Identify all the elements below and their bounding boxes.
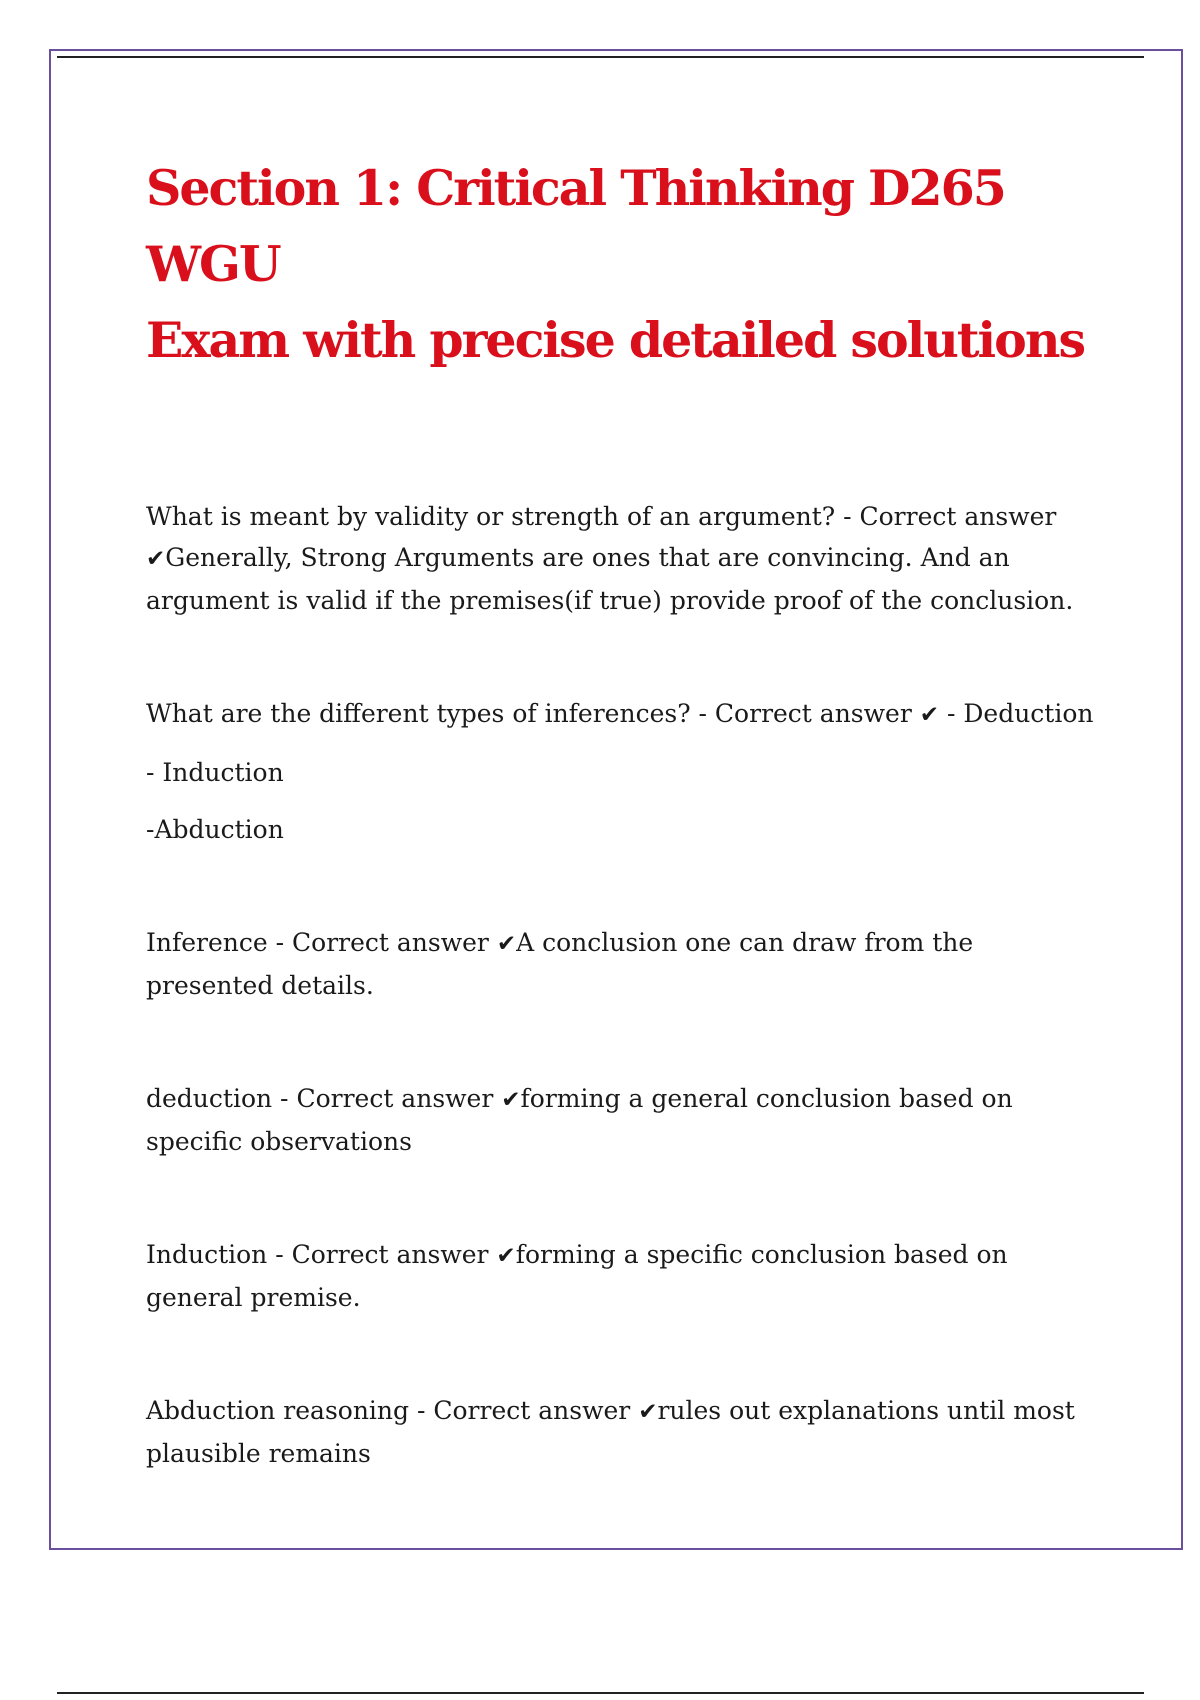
checkmark-icon: ✔ [919,702,940,728]
top-horizontal-rule [57,56,1144,58]
answer-text: forming a general conclusion based on specific observations [146,1084,1013,1156]
document-title [146,150,1106,378]
question-text: Inference - Correct answer [146,928,497,957]
qa-item-abduction [146,1390,1106,1474]
qa-list [146,496,1106,1474]
document-content [146,150,1106,1474]
question-line [146,693,1106,736]
checkmark-icon: ✔ [638,1399,658,1425]
checkmark-icon: ✔ [501,1087,521,1113]
checkmark-icon: ✔ [496,931,517,957]
question-text: What are the different types of inferences? - Correct answer [146,699,920,728]
title-line-1: Section 1: Critical Thinking D265 WGU [146,159,1005,293]
bottom-horizontal-rule [57,1692,1144,1694]
qa-item-induction [146,1234,1106,1318]
checkmark-icon: ✔ [496,1243,516,1269]
question-text: deduction - Correct answer [146,1084,502,1113]
qa-item-inference-types [146,693,1106,850]
qa-item-inference [146,922,1106,1006]
checkmark-icon: ✔ [146,546,166,572]
answer-text: Generally, Strong Arguments are ones that are convincing. And an argument is valid if the premises(if true) provide proof of the conclusion. [146,543,1074,615]
qa-item-deduction [146,1078,1106,1162]
title-line-2: Exam with precise detailed solutions [146,311,1085,369]
answer-list-item: -Abduction [146,815,284,844]
question-text: Abduction reasoning - Correct answer [146,1396,639,1425]
answer-text: - Deduction [946,699,1094,728]
answer-list-item: - Induction [146,758,284,787]
qa-item-validity [146,496,1106,621]
question-text: Induction - Correct answer [146,1240,497,1269]
answer-text: rules out explanations until most plausible remains [146,1396,1075,1468]
answer-text: A conclusion one can draw from the presented details. [146,928,974,1000]
answer-text: forming a specific conclusion based on general premise. [146,1240,1008,1312]
question-text: What is meant by validity or strength of an argument? - Correct answer [146,502,1057,531]
